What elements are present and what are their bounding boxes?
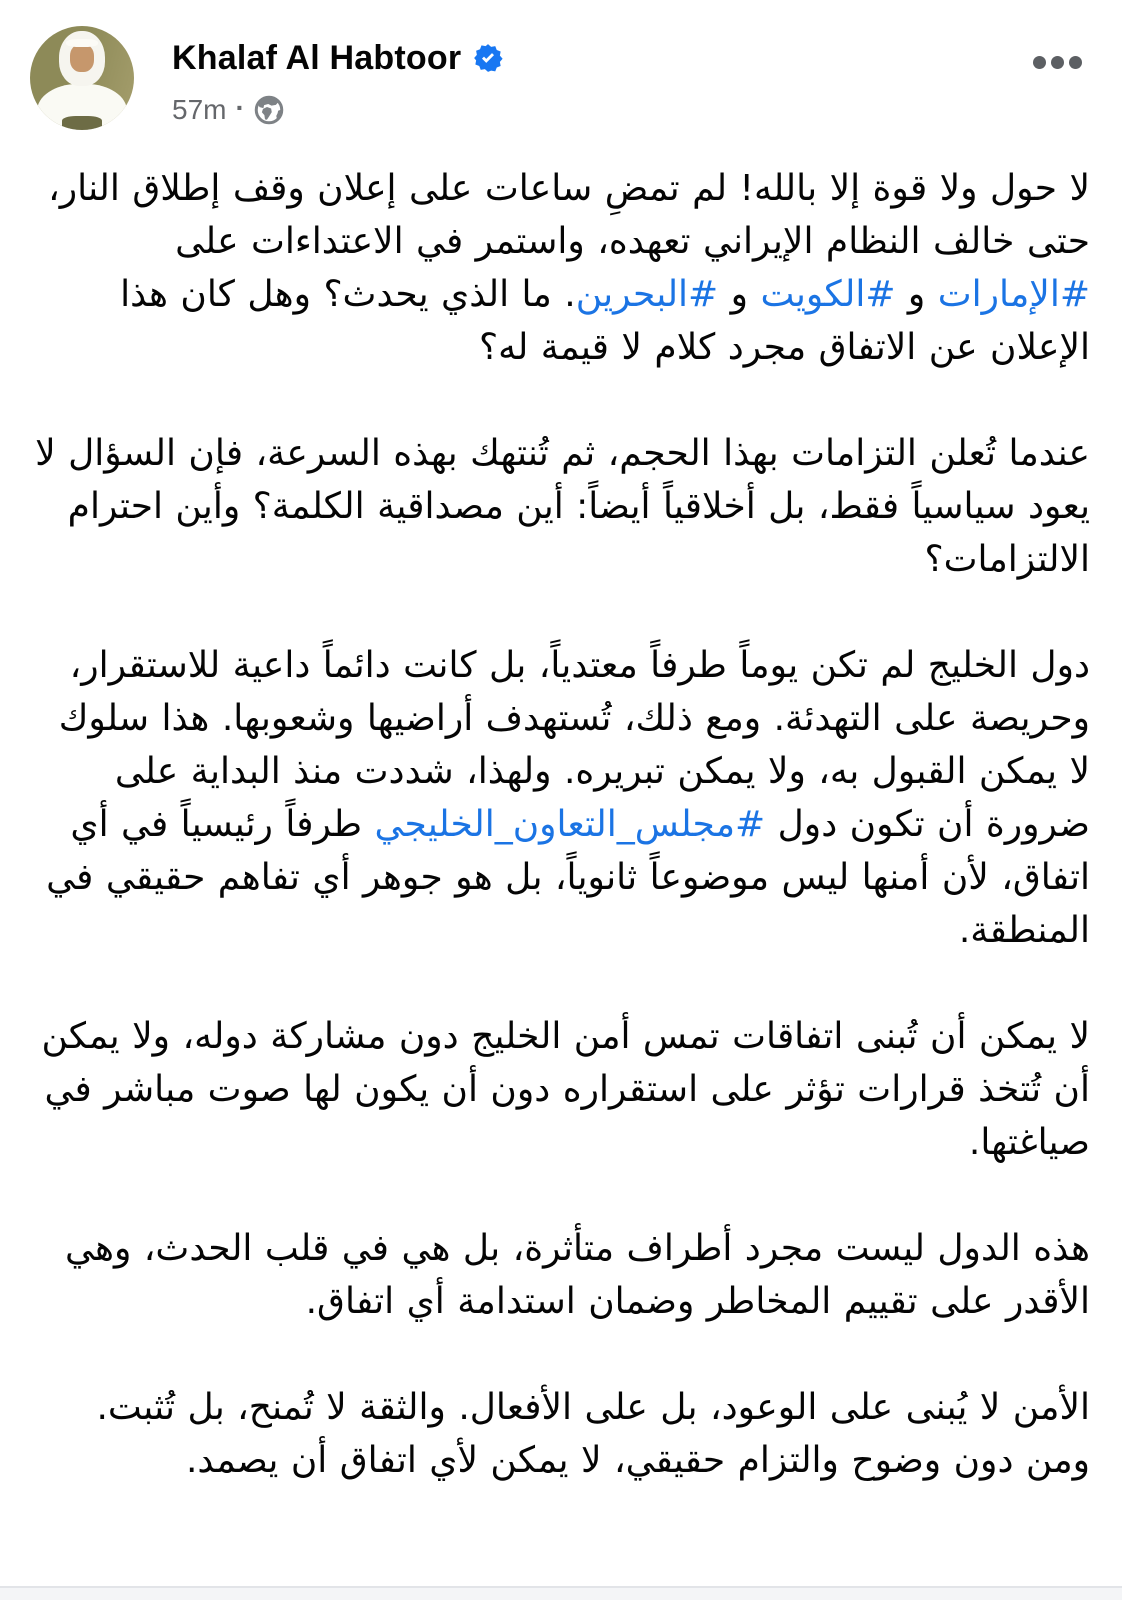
post-paragraph xyxy=(32,1222,1090,1328)
avatar-legs-shape xyxy=(62,116,102,130)
text-segment: طرفاً رئيسياً في أي اتفاق، لأن أمنها ليس موضوعاً ثانوياً، بل هو جوهر أي تفاهم حقيقي في المنطقة. xyxy=(46,804,1090,951)
post-paragraph xyxy=(32,427,1090,586)
post-meta xyxy=(172,92,503,128)
avatar-face-shape xyxy=(70,44,94,72)
author-name[interactable]: Khalaf Al Habtoor xyxy=(172,38,462,77)
post-paragraph xyxy=(32,639,1090,957)
hashtag-link[interactable]: #الكويت xyxy=(760,274,896,315)
meta-separator: · xyxy=(235,92,245,123)
avatar-headdress-fold xyxy=(66,39,97,47)
text-segment: دول الخليج لم تكن يوماً طرفاً معتدياً، بل كانت دائماً داعية للاستقرار، وحريصة على التهدئة. ومع ذلك، تُستهدف أراضيها وشعوبها. هذا سلوك لا يمكن القبول به، ولا يمكن تبريره. ولهذا، شددت منذ البداية على ضرورة أن تكون دول xyxy=(58,645,1090,845)
text-segment: عندما تُعلن التزامات بهذا الحجم، ثم تُنتهك بهذه السرعة، فإن السؤال لا يعود سياسياً فقط، بل أخلاقياً أيضاً: أين مصداقية الكلمة؟ وأين احترام الالتزامات؟ xyxy=(35,433,1090,580)
hashtag-link[interactable]: #الإمارات xyxy=(937,274,1090,315)
text-segment: لا يمكن أن تُبنى اتفاقات تمس أمن الخليج دون مشاركة دوله، ولا يمكن أن تُتخذ قرارات تؤثر على استقراره دون أن يكون لها صوت مباشر في صياغتها. xyxy=(41,1016,1090,1163)
text-segment: هذه الدول ليست مجرد أطراف متأثرة، بل هي في قلب الحدث، وهي الأقدر على تقييم المخاطر وضمان استدامة أي اتفاق. xyxy=(64,1228,1090,1322)
post-text xyxy=(0,162,1122,1487)
post-paragraph xyxy=(32,162,1090,374)
header-text-block xyxy=(172,36,503,128)
page-background-strip xyxy=(0,1586,1122,1600)
ellipsis-dot xyxy=(1051,56,1064,69)
text-segment: و xyxy=(718,274,761,315)
ellipsis-dot xyxy=(1033,56,1046,69)
text-segment: الأمن لا يُبنى على الوعود، بل على الأفعال. والثقة لا تُمنح، بل تُثبت. ومن دون وضوح والتزام حقيقي، لا يمكن لأي اتفاق أن يصمد. xyxy=(96,1387,1090,1481)
text-segment: لا حول ولا قوة إلا بالله! لم تمضِ ساعات على إعلان وقف إطلاق النار، حتى خالف النظام الإيراني تعهده، واستمر في الاعتداءات على xyxy=(48,168,1090,262)
hashtag-link[interactable]: #مجلس_التعاون_الخليجي xyxy=(374,804,766,845)
author-row xyxy=(172,36,503,80)
more-options-button[interactable] xyxy=(1027,50,1088,75)
text-segment: . ما الذي يحدث؟ وهل كان هذا الإعلان عن الاتفاق مجرد كلام لا قيمة له؟ xyxy=(120,274,1090,368)
ellipsis-dot xyxy=(1069,56,1082,69)
verified-badge-icon xyxy=(473,43,503,73)
ellipsis-icon xyxy=(1033,56,1082,69)
privacy-globe-icon xyxy=(254,95,284,125)
post-paragraph xyxy=(32,1010,1090,1169)
post-header xyxy=(30,26,1092,146)
text-segment: و xyxy=(895,274,938,315)
timestamp[interactable]: 57m xyxy=(172,94,227,125)
avatar[interactable] xyxy=(30,26,134,130)
post-paragraph xyxy=(32,1381,1090,1487)
hashtag-link[interactable]: #البحرين xyxy=(575,274,719,315)
